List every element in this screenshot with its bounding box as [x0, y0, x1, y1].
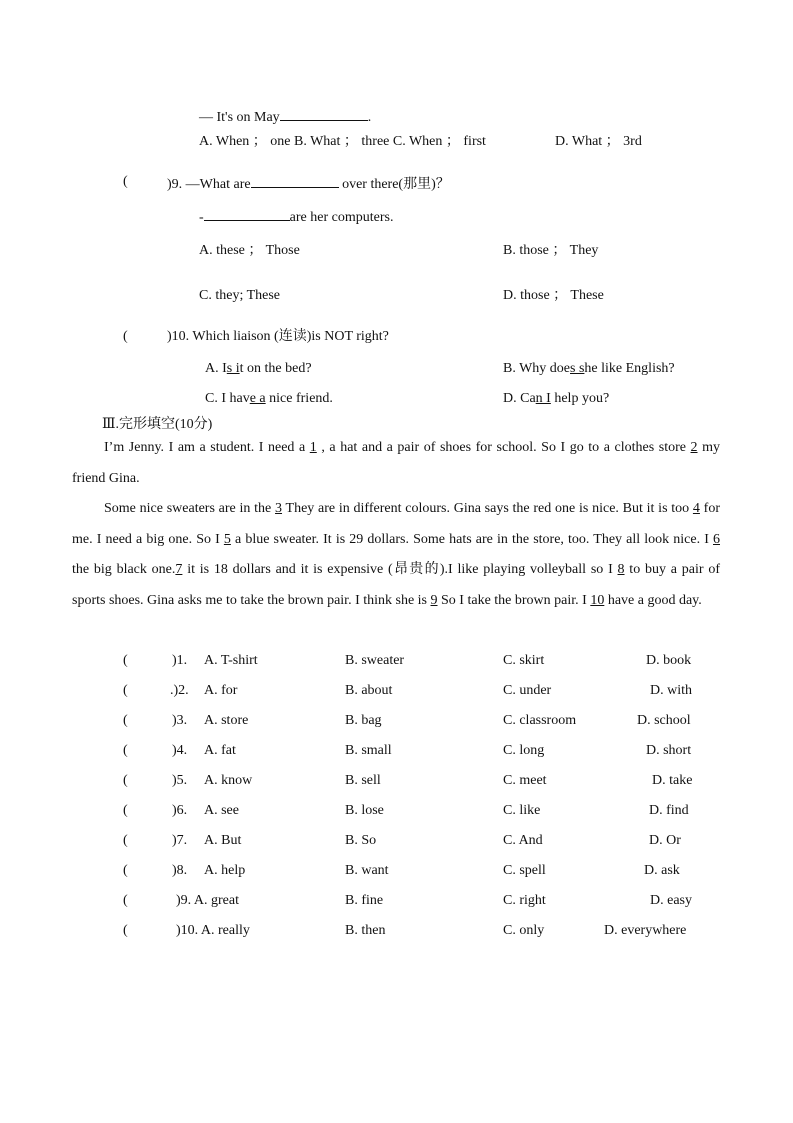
blank-3: 3: [275, 501, 283, 517]
q8-options: A. When ； one B. What ； three C. When ； first: [199, 134, 486, 149]
q9-option-a: A. these ； Those: [199, 243, 300, 258]
passage-paragraph-1: I’m Jenny. I am a student. I need a 1 , a hat and a pair of shoes for school. So I go to a clothes store 2 my friend Gina.: [72, 440, 720, 486]
blank-7: 7: [175, 562, 183, 578]
q8-blank[interactable]: [280, 106, 368, 121]
q9-paren: (: [123, 174, 128, 189]
q9-option-c: C. they; These: [199, 288, 281, 303]
blank-5: 5: [223, 531, 231, 547]
q10-option-a: A. Is it on the bed?: [205, 361, 312, 376]
q9-blank-2[interactable]: [204, 206, 290, 221]
cloze-passage: [72, 433, 720, 617]
blank-2: 2: [690, 440, 698, 455]
q10-option-d: D. Can I help you?: [503, 391, 610, 406]
q8-answer-line: — It's on May .: [199, 106, 371, 127]
q10-paren: (: [123, 329, 128, 344]
blank-1: 1: [309, 440, 317, 455]
q8-option-d: D. What ； 3rd: [555, 134, 642, 149]
q9-option-b: B. those ； They: [503, 243, 599, 258]
q10-option-c: C. I have a nice friend.: [205, 391, 333, 406]
blank-9: 9: [430, 592, 438, 608]
blank-10: 10: [590, 592, 605, 608]
q8-answer-prefix: — It's on May: [199, 110, 280, 125]
q9-question: )9. —What are over there(那里)？: [167, 173, 450, 194]
blank-4: 4: [692, 501, 700, 517]
blank-6: 6: [713, 531, 720, 547]
passage-paragraph-2: Some nice sweaters are in the 3 They are in different colours. Gina says the red one is nice. But it is too 4 for me. I need a big one. So I 5 a blue sweater. It is 29 dollars. Some hats are in the store, too. They all look nice. I 6 the big black one.7 it is 18 dollars and it is expensive (昂贵的).I like playing volleyball so I 8 to buy a pair of sports shoes. Gina asks me to take the brown pair. I think she is 9 So I take the brown pair. I 10 have a good day.: [72, 501, 721, 608]
q9-reply: - are her computers.: [199, 206, 393, 227]
q9-option-d: D. those ； These: [503, 288, 604, 303]
blank-8: 8: [617, 562, 625, 578]
q10-question: )10. Which liaison (连读)is NOT right?: [167, 329, 389, 344]
section-3-title: Ⅲ.完形填空(10分): [102, 417, 213, 432]
q10-option-b: B. Why does she like English?: [503, 361, 675, 376]
q9-blank-1[interactable]: [251, 173, 339, 188]
